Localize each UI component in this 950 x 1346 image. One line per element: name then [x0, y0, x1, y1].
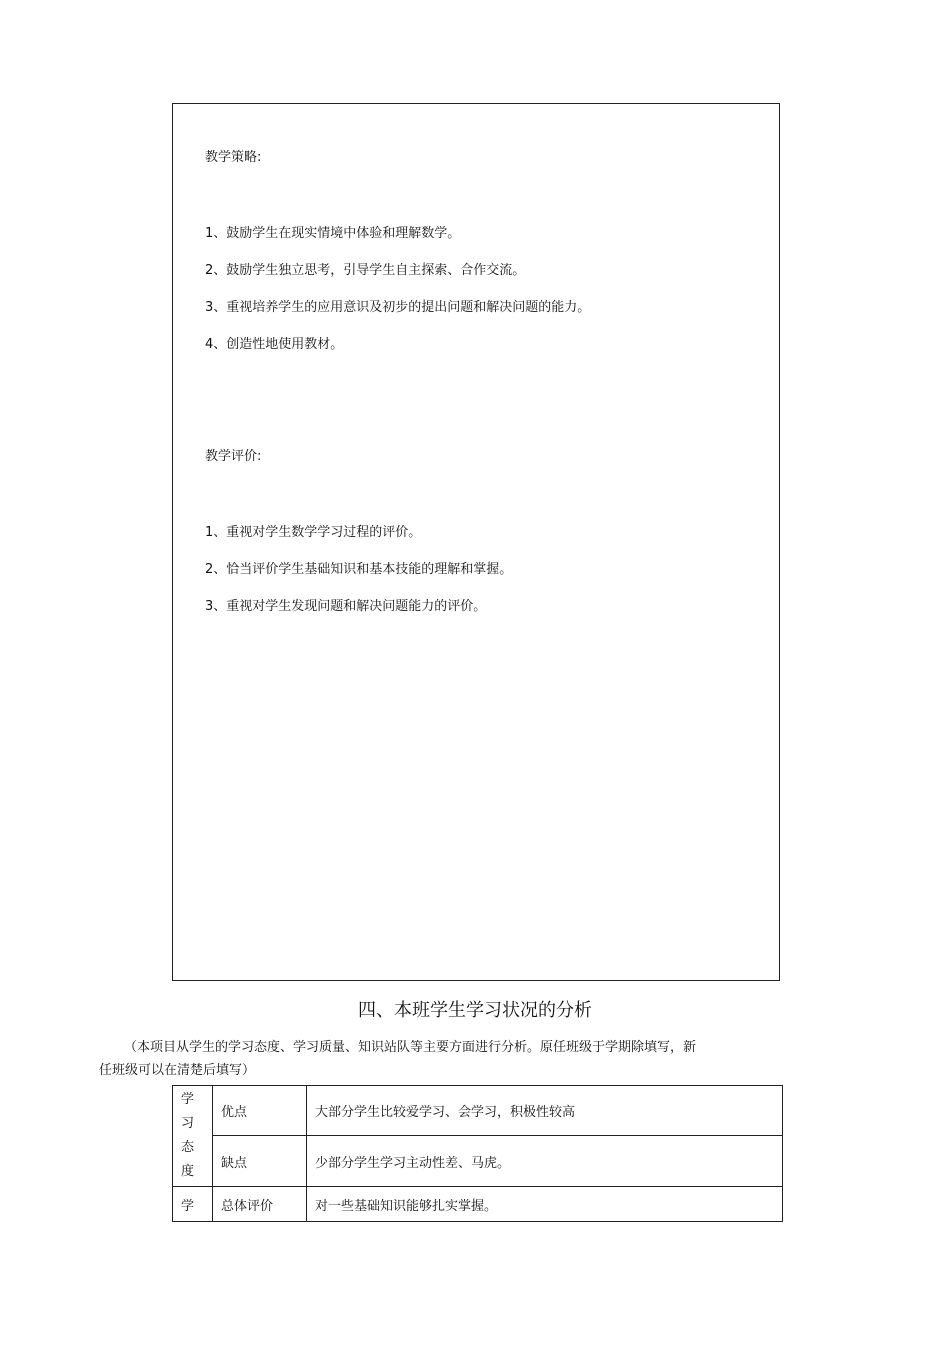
strengths-label: 优点 — [213, 1086, 307, 1136]
evaluation-item-3: 3、重视对学生发现问题和解决问题能力的评价。 — [205, 599, 487, 614]
evaluation-item-1: 1、重视对学生数学学习过程的评价。 — [205, 525, 422, 540]
strengths-value: 大部分学生比较爱学习、会学习，积极性较高 — [307, 1086, 783, 1136]
learning-quality-cell: 学 — [173, 1187, 213, 1222]
table-row — [173, 1086, 783, 1136]
student-analysis-table — [172, 1085, 783, 1222]
strategy-heading: 教学策略: — [205, 150, 262, 165]
weaknesses-label: 缺点 — [213, 1136, 307, 1187]
overall-evaluation-label: 总体评价 — [213, 1187, 307, 1222]
attitude-char: 态 — [181, 1140, 195, 1155]
attitude-char: 习 — [181, 1116, 195, 1131]
learning-attitude-cell — [173, 1086, 213, 1187]
table-row — [173, 1187, 783, 1222]
strategy-item-1: 1、鼓励学生在现实情境中体验和理解数学。 — [205, 226, 461, 241]
teaching-content-box — [172, 103, 780, 981]
strategy-item-3: 3、重视培养学生的应用意识及初步的提出问题和解决问题的能力。 — [205, 300, 591, 315]
evaluation-heading: 教学评价: — [205, 449, 262, 464]
section-note-line-1: （本项目从学生的学习态度、学习质量、知识站队等主要方面进行分析。原任班级于学期除填写，新 — [124, 1040, 697, 1055]
strategy-item-4: 4、创造性地使用教材。 — [205, 337, 344, 352]
weaknesses-value: 少部分学生学习主动性差、马虎。 — [307, 1136, 783, 1187]
table-row — [173, 1136, 783, 1187]
attitude-char: 度 — [181, 1164, 195, 1179]
strategy-item-2: 2、鼓励学生独立思考，引导学生自主探索、合作交流。 — [205, 263, 526, 278]
section-title: 四、本班学生学习状况的分析 — [358, 1000, 592, 1021]
overall-evaluation-value: 对一些基础知识能够扎实掌握。 — [307, 1187, 783, 1222]
evaluation-item-2: 2、恰当评价学生基础知识和基本技能的理解和掌握。 — [205, 562, 513, 577]
section-note-line-2: 任班级可以在清楚后填写） — [99, 1063, 256, 1078]
attitude-char: 学 — [181, 1092, 195, 1107]
